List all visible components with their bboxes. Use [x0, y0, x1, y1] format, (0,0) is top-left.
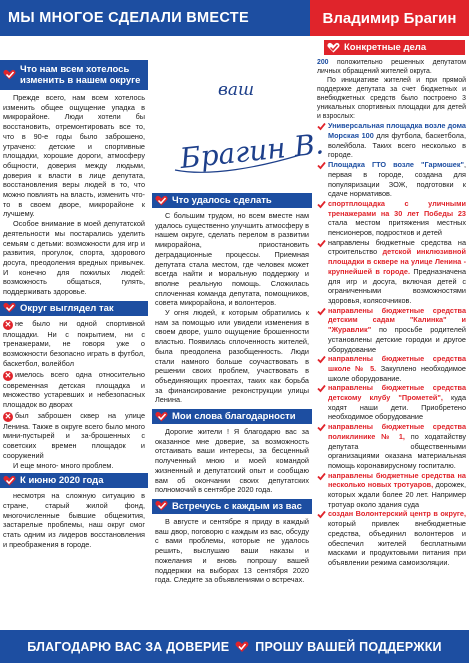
section-thanks-title: Мои слова благодарности — [152, 409, 312, 424]
section-june-text: несмотря на сложную ситуацию в стране, старый жилой фонд, многочисленные бывшие общежития, застарелые проблемы, наш округ смог стать одним из лидеров восстановления и преображения в городе. — [3, 491, 145, 549]
section-before-list: ✕ не было ни одной спортивной площадки. Ни с покрытием, ни с тренажерами, не говоря уже о возможности безопасно играть в футбол, баскетбол, волейбол ✕ имелось всего одна относительно современная детская площадка и множество устаревших и небезопасных площадок во дворах ✕ был заброшен сквер на улице Ленина. Также в округе всего было много мини-пустырей и за-брошенных с советских времен площадок и сооружений И еще много- много проблем. — [3, 318, 145, 470]
footer-bar — [0, 630, 469, 663]
section-done-title: Что удалось сделать — [152, 193, 312, 208]
x-icon: ✕ — [4, 319, 12, 329]
footer-right: ПРОШУ ВАШЕЙ ПОДДЕРЖКИ — [255, 639, 442, 654]
header-bar — [0, 0, 469, 36]
check-icon — [317, 239, 326, 248]
section-change-title: Что нам всем хотелось изменить в нашем округе — [0, 60, 148, 90]
deed-item: Площадка ГТО возле "Гармошек", первая в городе, создана для популяризации ЗОЖ, подготовки к сдаче нормативов. — [317, 160, 466, 199]
section-meet-text: В августе и сентябре я приду в каждый ваш двор, поговорю с каждым из вас, обсуду с вами проблемы, которые не удалось решить, выслушаю ваши наказы и пожелания и вновь попрошу вашей поддержки на выборах 13 сентября 2020 года. Следите за объявлениями о встречах. — [155, 516, 309, 585]
section-change-text: Прежде всего, нам всем хотелось изменить общее ощущение упадка в микрорайоне. Люди хотели бы восстановить, отремонтировать все то, что в 90-е годы было заброшено, утрачено: детские и спортивные площадки, хорошие дороги, атмосферу общности, доверия между людьми, доверия к власти в лице депутата, восстановления веры людей в то, что можно повлиять на власть, изменить что-то в своем дворе, микрорайоне к лучшему. Особое внимание в моей депутатской деятельности мы постарались уделить семьям с детьми: возможности для игр и развития, прогулок, спорта, здорового досуга, преодоления вредных привычек. И конечно для пожилых людей: возможность общаться, гулять, поддерживать здоровье. — [3, 93, 145, 297]
check-heart-icon — [155, 411, 168, 422]
deed-item: направлены бюджетные средства поликлинике № 1, по ходатайству депутата общественными организациями оказана материальная помощь коронавирусному госпиталю. — [317, 422, 466, 471]
signature-line1: ваш — [218, 80, 255, 100]
check-icon — [317, 307, 326, 316]
deed-item: Универсальная площадка возле дома Морская 100 для футбола, баскетбола, волейбола. Таких всего несколько в городе. — [317, 121, 466, 160]
check-heart-icon — [3, 475, 16, 486]
check-icon — [317, 355, 326, 364]
check-icon — [317, 384, 326, 393]
deed-item: направлены бюджетные средства детскому клубу "Прометей", куда ходят наши дети. Приобретено необходимое оборудование — [317, 383, 466, 422]
footer-left: БЛАГОДАРЮ ВАС ЗА ДОВЕРИЕ — [27, 639, 230, 654]
deed-item: направлены бюджетные средства детским садам "Калинка" и "Журавлик" по просьбе родителей установлены детские городки и другое оборудование — [317, 306, 466, 355]
right-column — [314, 40, 469, 568]
check-heart-icon — [155, 195, 168, 206]
check-heart-icon — [3, 70, 16, 81]
middle-column — [152, 193, 312, 585]
section-meet-title: Встречусь с каждым из вас — [152, 499, 312, 514]
section-before-title: Округ выглядел так — [0, 301, 148, 316]
header-title: МЫ МНОГОЕ СДЕЛАЛИ ВМЕСТЕ — [0, 0, 310, 36]
candidate-name: Владимир Брагин — [310, 0, 469, 36]
check-icon — [317, 161, 326, 170]
section-done-text: С большим трудом, но всем вместе нам удалось существенно улучшить атмосферу в нашем округе, сделать перелом в развитии микрорайона, приостановить деградационные процессы. Приемная депутата стала местом, где человек может всегда найти и моральную поддержку и вполне реальную помощь. Сложилась сплоченная команда депутата, помощников, совета микрорайона, и волонтеров. У огня людей, к которым обратились к нам за помощью или увидели изменения в своем дворе, ушло ощущение брошенности властью. Появилась сплоченность жителей, была преодолена разобщенность. Люди стали намного больше соучаствовать в решении своих проблем, участвовать в объединяющих проектах, таких как борьба за финансирование реконструкции улицы Ленина. — [155, 211, 309, 405]
check-icon — [317, 122, 326, 131]
signature-line2: Брагин В. — [178, 127, 326, 176]
section-deeds-title: Конкретные дела — [324, 40, 465, 55]
check-heart-icon — [327, 42, 340, 53]
check-icon — [317, 510, 326, 519]
deed-item: направлены бюджетные средства на строительство детской инклюзивной площадки в сквере на улице Ленина - крупнейшей в городе. Предназначена для игр и досуга, включая детей с ограниченными возможностями здоровья, колясочников. — [317, 238, 466, 306]
check-icon — [317, 472, 326, 481]
section-deeds-text: 200 положительно решенных депутатом личных обращений жителей округа. По инициативе жителей и при прямой поддержке депутата за счет бюджетных и внебюджетных средств было построено 3 уникальных спортивных площадки для детей и взрослых: Универсальная площадка возле дома Морская 100 для футбола, баскетбола, волейбола. Таких всего несколько в городе. Площадка ГТО возле "Гармошек", первая в городе, создана для популяризации ЗОЖ, подготовки к сдаче нормативов. спортплощадка с уличными тренажерами на 30 лет Победы 23 стала местом притяжения местных пенсионеров, подростков и детей направлены бюджетные средства на строительство детской инклюзивной площадки в сквере на улице Ленина - крупнейшей в городе. Предназначена для игр и досуга, включая детей с ограниченными возможностями здоровья, колясочников. направлены бюджетные средства детским садам "Калинка" и "Журавлик" по просьбе родителей установлены детские городки и другое оборудование направлены бюджетные средства школе № 5. Закуплено необходимое школе оборудование. направлены бюджетные средства детскому клубу "Прометей", куда ходят наши дети. Приобретено необходимое оборудование направлены бюджетные средства поликлинике № 1, по ходатайству депутата общественными организациями оказана материальная помощь коронавирусному госпиталю. направлены бюджетные средства на несколько новых тротуаров, дорожек, которых ждали более 20 лет. Например тротуар около здания суда создан Волонтерский центр в округе, который привлек внебюджетные средства, объединил волонтеров и обеспечил жителей бесплатными масками и продуктовыми питания при объявлении режима самоизоляции. — [317, 59, 467, 567]
check-heart-icon — [3, 303, 16, 314]
deed-item: создан Волонтерский центр в округе, который привлек внебюджетные средства, объединил волонтеров и обеспечил жителей бесплатными масками и продуктовыми питания при объявлении режима самоизоляции. — [317, 509, 466, 567]
deed-item: направлены бюджетные средства школе № 5. Закуплено необходимое школе оборудование. — [317, 354, 466, 383]
x-icon: ✕ — [4, 411, 12, 421]
deed-item: направлены бюджетные средства на несколько новых тротуаров, дорожек, которых ждали более 20 лет. Например тротуар около здания суда — [317, 471, 466, 510]
left-column — [0, 60, 148, 549]
check-icon — [317, 200, 326, 209]
x-icon: ✕ — [4, 370, 12, 380]
deed-item: спортплощадка с уличными тренажерами на 30 лет Победы 23 стала местом притяжения местных пенсионеров, подростков и детей — [317, 199, 466, 238]
check-icon — [317, 423, 326, 432]
section-june-title: К июню 2020 года — [0, 473, 148, 488]
check-heart-icon — [155, 501, 168, 512]
heart-check-icon — [235, 641, 249, 653]
section-thanks-text: Дорогие жители ! Я благодарю вас за оказанное мне доверие, за возможность отстаивать ваши интересы, за бесценный полученный мною и моей командой жизненный и депутатский опыт и сообщаю вам об окончании своих депутатских полномочий в сентябре 2020 года. — [155, 427, 309, 495]
signature — [160, 55, 326, 185]
